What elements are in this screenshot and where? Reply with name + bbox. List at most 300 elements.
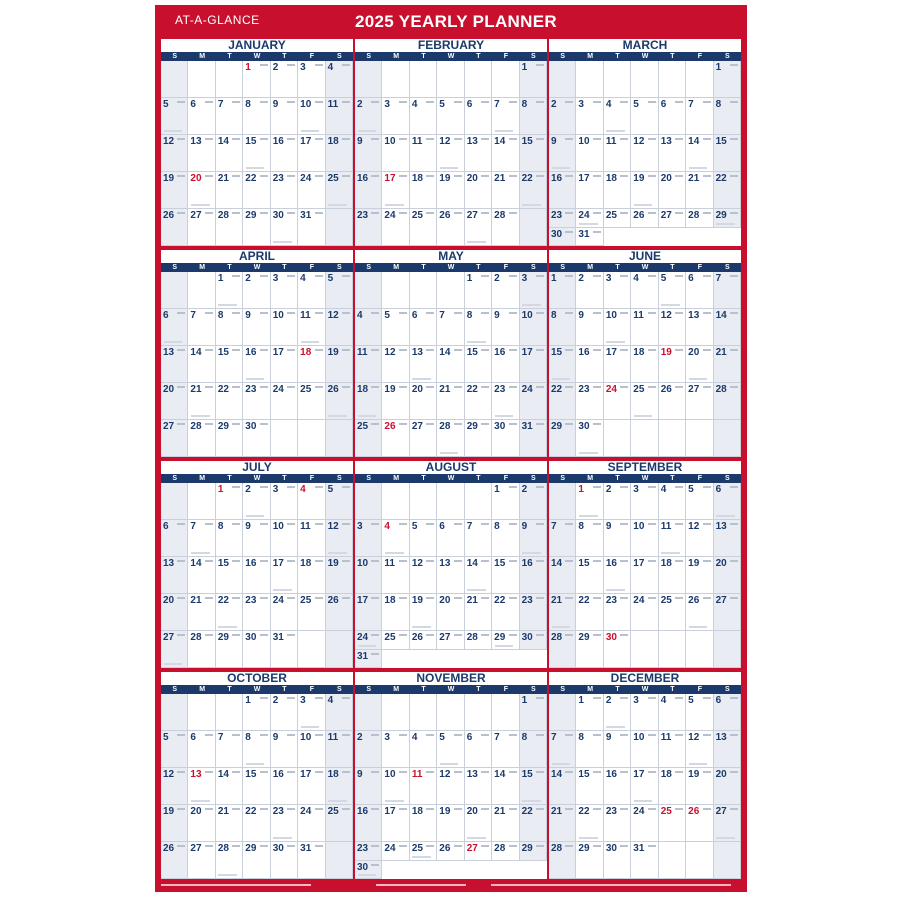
day-cell[interactable] xyxy=(576,135,603,172)
day-cell[interactable] xyxy=(161,594,188,631)
day-cell[interactable] xyxy=(437,731,464,768)
day-cell[interactable] xyxy=(659,520,686,557)
day-cell[interactable] xyxy=(604,272,631,309)
day-cell[interactable] xyxy=(355,805,382,842)
day-cell[interactable] xyxy=(686,520,713,557)
day-cell[interactable] xyxy=(631,383,658,420)
day-cell[interactable] xyxy=(355,209,382,246)
day-cell[interactable] xyxy=(216,309,243,346)
day-cell[interactable] xyxy=(714,272,741,309)
day-cell[interactable] xyxy=(437,631,464,650)
day-cell[interactable] xyxy=(161,309,188,346)
day-cell[interactable] xyxy=(520,694,547,731)
day-cell[interactable] xyxy=(631,209,658,228)
day-cell[interactable] xyxy=(271,309,298,346)
day-cell[interactable] xyxy=(271,520,298,557)
day-cell[interactable] xyxy=(549,520,576,557)
day-cell[interactable] xyxy=(465,209,492,246)
day-cell[interactable] xyxy=(437,420,464,457)
day-cell[interactable] xyxy=(410,805,437,842)
day-cell[interactable] xyxy=(576,420,603,457)
day-cell[interactable] xyxy=(492,594,519,631)
day-cell[interactable] xyxy=(355,420,382,457)
day-cell[interactable] xyxy=(243,309,270,346)
day-cell[interactable] xyxy=(271,346,298,383)
day-cell[interactable] xyxy=(243,420,270,457)
day-cell[interactable] xyxy=(659,594,686,631)
day-cell[interactable] xyxy=(576,694,603,731)
day-cell[interactable] xyxy=(520,731,547,768)
day-cell[interactable] xyxy=(576,842,603,879)
day-cell[interactable] xyxy=(520,805,547,842)
day-cell[interactable] xyxy=(576,483,603,520)
day-cell[interactable] xyxy=(326,520,353,557)
day-cell[interactable] xyxy=(714,346,741,383)
day-cell[interactable] xyxy=(188,309,215,346)
day-cell[interactable] xyxy=(355,842,382,861)
day-cell[interactable] xyxy=(604,557,631,594)
day-cell[interactable] xyxy=(355,650,382,669)
day-cell[interactable] xyxy=(492,383,519,420)
day-cell[interactable] xyxy=(271,594,298,631)
day-cell[interactable] xyxy=(382,805,409,842)
day-cell[interactable] xyxy=(216,172,243,209)
day-cell[interactable] xyxy=(437,98,464,135)
day-cell[interactable] xyxy=(382,520,409,557)
day-cell[interactable] xyxy=(604,768,631,805)
day-cell[interactable] xyxy=(326,309,353,346)
day-cell[interactable] xyxy=(465,805,492,842)
day-cell[interactable] xyxy=(604,520,631,557)
day-cell[interactable] xyxy=(326,805,353,842)
day-cell[interactable] xyxy=(271,209,298,246)
day-cell[interactable] xyxy=(714,98,741,135)
day-cell[interactable] xyxy=(631,557,658,594)
day-cell[interactable] xyxy=(161,135,188,172)
day-cell[interactable] xyxy=(604,346,631,383)
day-cell[interactable] xyxy=(659,309,686,346)
day-cell[interactable] xyxy=(326,694,353,731)
day-cell[interactable] xyxy=(216,520,243,557)
day-cell[interactable] xyxy=(492,98,519,135)
day-cell[interactable] xyxy=(492,557,519,594)
day-cell[interactable] xyxy=(382,209,409,246)
day-cell[interactable] xyxy=(686,768,713,805)
day-cell[interactable] xyxy=(355,172,382,209)
day-cell[interactable] xyxy=(243,346,270,383)
day-cell[interactable] xyxy=(410,346,437,383)
day-cell[interactable] xyxy=(659,383,686,420)
day-cell[interactable] xyxy=(520,172,547,209)
day-cell[interactable] xyxy=(382,383,409,420)
day-cell[interactable] xyxy=(604,483,631,520)
day-cell[interactable] xyxy=(216,272,243,309)
day-cell[interactable] xyxy=(631,520,658,557)
day-cell[interactable] xyxy=(520,61,547,98)
day-cell[interactable] xyxy=(714,172,741,209)
day-cell[interactable] xyxy=(631,309,658,346)
day-cell[interactable] xyxy=(576,594,603,631)
day-cell[interactable] xyxy=(271,172,298,209)
day-cell[interactable] xyxy=(465,420,492,457)
day-cell[interactable] xyxy=(161,520,188,557)
day-cell[interactable] xyxy=(659,172,686,209)
day-cell[interactable] xyxy=(549,309,576,346)
day-cell[interactable] xyxy=(549,98,576,135)
day-cell[interactable] xyxy=(382,631,409,650)
day-cell[interactable] xyxy=(243,172,270,209)
day-cell[interactable] xyxy=(243,98,270,135)
day-cell[interactable] xyxy=(298,346,325,383)
day-cell[interactable] xyxy=(631,768,658,805)
day-cell[interactable] xyxy=(298,209,325,246)
day-cell[interactable] xyxy=(604,309,631,346)
day-cell[interactable] xyxy=(216,805,243,842)
day-cell[interactable] xyxy=(604,594,631,631)
day-cell[interactable] xyxy=(549,172,576,209)
day-cell[interactable] xyxy=(492,420,519,457)
day-cell[interactable] xyxy=(161,172,188,209)
day-cell[interactable] xyxy=(243,631,270,668)
day-cell[interactable] xyxy=(686,694,713,731)
day-cell[interactable] xyxy=(437,209,464,246)
day-cell[interactable] xyxy=(216,209,243,246)
day-cell[interactable] xyxy=(686,557,713,594)
day-cell[interactable] xyxy=(188,768,215,805)
day-cell[interactable] xyxy=(243,383,270,420)
day-cell[interactable] xyxy=(161,768,188,805)
day-cell[interactable] xyxy=(271,557,298,594)
day-cell[interactable] xyxy=(437,309,464,346)
day-cell[interactable] xyxy=(437,805,464,842)
day-cell[interactable] xyxy=(298,135,325,172)
day-cell[interactable] xyxy=(161,842,188,879)
day-cell[interactable] xyxy=(576,805,603,842)
day-cell[interactable] xyxy=(520,135,547,172)
day-cell[interactable] xyxy=(271,483,298,520)
day-cell[interactable] xyxy=(714,694,741,731)
day-cell[interactable] xyxy=(604,694,631,731)
day-cell[interactable] xyxy=(298,731,325,768)
day-cell[interactable] xyxy=(243,135,270,172)
day-cell[interactable] xyxy=(410,842,437,861)
day-cell[interactable] xyxy=(161,209,188,246)
day-cell[interactable] xyxy=(631,694,658,731)
day-cell[interactable] xyxy=(714,520,741,557)
day-cell[interactable] xyxy=(465,383,492,420)
day-cell[interactable] xyxy=(298,383,325,420)
day-cell[interactable] xyxy=(576,768,603,805)
day-cell[interactable] xyxy=(437,383,464,420)
day-cell[interactable] xyxy=(576,520,603,557)
day-cell[interactable] xyxy=(410,135,437,172)
day-cell[interactable] xyxy=(686,731,713,768)
day-cell[interactable] xyxy=(492,805,519,842)
day-cell[interactable] xyxy=(243,731,270,768)
day-cell[interactable] xyxy=(188,346,215,383)
day-cell[interactable] xyxy=(271,631,298,668)
day-cell[interactable] xyxy=(355,594,382,631)
day-cell[interactable] xyxy=(714,309,741,346)
day-cell[interactable] xyxy=(188,383,215,420)
day-cell[interactable] xyxy=(326,61,353,98)
day-cell[interactable] xyxy=(326,272,353,309)
day-cell[interactable] xyxy=(271,135,298,172)
day-cell[interactable] xyxy=(604,209,631,228)
day-cell[interactable] xyxy=(188,420,215,457)
day-cell[interactable] xyxy=(382,172,409,209)
day-cell[interactable] xyxy=(382,346,409,383)
day-cell[interactable] xyxy=(714,483,741,520)
day-cell[interactable] xyxy=(243,594,270,631)
day-cell[interactable] xyxy=(492,520,519,557)
day-cell[interactable] xyxy=(631,805,658,842)
day-cell[interactable] xyxy=(326,731,353,768)
day-cell[interactable] xyxy=(382,842,409,861)
day-cell[interactable] xyxy=(188,557,215,594)
day-cell[interactable] xyxy=(686,383,713,420)
day-cell[interactable] xyxy=(271,61,298,98)
day-cell[interactable] xyxy=(659,731,686,768)
day-cell[interactable] xyxy=(686,209,713,228)
day-cell[interactable] xyxy=(410,383,437,420)
day-cell[interactable] xyxy=(410,631,437,650)
day-cell[interactable] xyxy=(465,520,492,557)
day-cell[interactable] xyxy=(161,98,188,135)
day-cell[interactable] xyxy=(520,346,547,383)
day-cell[interactable] xyxy=(437,172,464,209)
day-cell[interactable] xyxy=(410,420,437,457)
day-cell[interactable] xyxy=(576,631,603,668)
day-cell[interactable] xyxy=(216,631,243,668)
day-cell[interactable] xyxy=(188,98,215,135)
day-cell[interactable] xyxy=(382,768,409,805)
day-cell[interactable] xyxy=(714,557,741,594)
day-cell[interactable] xyxy=(382,731,409,768)
day-cell[interactable] xyxy=(382,594,409,631)
day-cell[interactable] xyxy=(631,272,658,309)
day-cell[interactable] xyxy=(161,731,188,768)
day-cell[interactable] xyxy=(161,346,188,383)
day-cell[interactable] xyxy=(686,346,713,383)
day-cell[interactable] xyxy=(326,98,353,135)
day-cell[interactable] xyxy=(659,805,686,842)
day-cell[interactable] xyxy=(492,768,519,805)
day-cell[interactable] xyxy=(714,805,741,842)
day-cell[interactable] xyxy=(298,272,325,309)
day-cell[interactable] xyxy=(631,842,658,879)
day-cell[interactable] xyxy=(549,731,576,768)
day-cell[interactable] xyxy=(410,172,437,209)
day-cell[interactable] xyxy=(714,209,741,228)
day-cell[interactable] xyxy=(549,768,576,805)
day-cell[interactable] xyxy=(298,309,325,346)
day-cell[interactable] xyxy=(188,172,215,209)
day-cell[interactable] xyxy=(465,768,492,805)
day-cell[interactable] xyxy=(659,98,686,135)
day-cell[interactable] xyxy=(298,483,325,520)
day-cell[interactable] xyxy=(161,631,188,668)
day-cell[interactable] xyxy=(271,383,298,420)
day-cell[interactable] xyxy=(243,842,270,879)
day-cell[interactable] xyxy=(243,768,270,805)
day-cell[interactable] xyxy=(188,594,215,631)
day-cell[interactable] xyxy=(714,61,741,98)
day-cell[interactable] xyxy=(355,731,382,768)
day-cell[interactable] xyxy=(549,346,576,383)
day-cell[interactable] xyxy=(576,98,603,135)
day-cell[interactable] xyxy=(216,594,243,631)
day-cell[interactable] xyxy=(549,383,576,420)
day-cell[interactable] xyxy=(465,631,492,650)
day-cell[interactable] xyxy=(631,594,658,631)
day-cell[interactable] xyxy=(520,631,547,650)
day-cell[interactable] xyxy=(243,61,270,98)
day-cell[interactable] xyxy=(576,272,603,309)
day-cell[interactable] xyxy=(382,309,409,346)
day-cell[interactable] xyxy=(576,172,603,209)
day-cell[interactable] xyxy=(576,731,603,768)
day-cell[interactable] xyxy=(686,98,713,135)
day-cell[interactable] xyxy=(161,383,188,420)
day-cell[interactable] xyxy=(714,135,741,172)
day-cell[interactable] xyxy=(520,383,547,420)
day-cell[interactable] xyxy=(714,768,741,805)
day-cell[interactable] xyxy=(161,557,188,594)
day-cell[interactable] xyxy=(686,805,713,842)
day-cell[interactable] xyxy=(216,420,243,457)
day-cell[interactable] xyxy=(382,557,409,594)
day-cell[interactable] xyxy=(243,805,270,842)
day-cell[interactable] xyxy=(659,483,686,520)
day-cell[interactable] xyxy=(492,209,519,246)
day-cell[interactable] xyxy=(216,842,243,879)
day-cell[interactable] xyxy=(686,309,713,346)
day-cell[interactable] xyxy=(271,272,298,309)
day-cell[interactable] xyxy=(520,842,547,861)
day-cell[interactable] xyxy=(382,98,409,135)
day-cell[interactable] xyxy=(576,383,603,420)
day-cell[interactable] xyxy=(271,98,298,135)
day-cell[interactable] xyxy=(410,768,437,805)
day-cell[interactable] xyxy=(437,135,464,172)
day-cell[interactable] xyxy=(631,731,658,768)
day-cell[interactable] xyxy=(465,557,492,594)
day-cell[interactable] xyxy=(576,209,603,228)
day-cell[interactable] xyxy=(492,309,519,346)
day-cell[interactable] xyxy=(549,557,576,594)
day-cell[interactable] xyxy=(188,805,215,842)
day-cell[interactable] xyxy=(243,520,270,557)
day-cell[interactable] xyxy=(216,768,243,805)
day-cell[interactable] xyxy=(271,805,298,842)
day-cell[interactable] xyxy=(298,520,325,557)
day-cell[interactable] xyxy=(604,135,631,172)
day-cell[interactable] xyxy=(604,842,631,879)
day-cell[interactable] xyxy=(631,98,658,135)
day-cell[interactable] xyxy=(520,557,547,594)
day-cell[interactable] xyxy=(326,483,353,520)
day-cell[interactable] xyxy=(355,861,382,880)
day-cell[interactable] xyxy=(549,631,576,668)
day-cell[interactable] xyxy=(410,98,437,135)
day-cell[interactable] xyxy=(465,309,492,346)
day-cell[interactable] xyxy=(326,383,353,420)
day-cell[interactable] xyxy=(188,842,215,879)
day-cell[interactable] xyxy=(188,731,215,768)
day-cell[interactable] xyxy=(465,172,492,209)
day-cell[interactable] xyxy=(659,694,686,731)
day-cell[interactable] xyxy=(520,768,547,805)
day-cell[interactable] xyxy=(549,805,576,842)
day-cell[interactable] xyxy=(271,694,298,731)
day-cell[interactable] xyxy=(714,731,741,768)
day-cell[interactable] xyxy=(631,346,658,383)
day-cell[interactable] xyxy=(410,520,437,557)
day-cell[interactable] xyxy=(659,346,686,383)
day-cell[interactable] xyxy=(216,483,243,520)
day-cell[interactable] xyxy=(437,346,464,383)
day-cell[interactable] xyxy=(326,135,353,172)
day-cell[interactable] xyxy=(410,309,437,346)
day-cell[interactable] xyxy=(631,135,658,172)
day-cell[interactable] xyxy=(410,209,437,246)
day-cell[interactable] xyxy=(326,557,353,594)
day-cell[interactable] xyxy=(271,768,298,805)
day-cell[interactable] xyxy=(355,309,382,346)
day-cell[interactable] xyxy=(326,172,353,209)
day-cell[interactable] xyxy=(492,172,519,209)
day-cell[interactable] xyxy=(326,594,353,631)
day-cell[interactable] xyxy=(492,483,519,520)
day-cell[interactable] xyxy=(576,228,603,247)
day-cell[interactable] xyxy=(686,135,713,172)
day-cell[interactable] xyxy=(188,631,215,668)
day-cell[interactable] xyxy=(492,842,519,861)
day-cell[interactable] xyxy=(492,631,519,650)
day-cell[interactable] xyxy=(520,483,547,520)
day-cell[interactable] xyxy=(243,272,270,309)
day-cell[interactable] xyxy=(549,420,576,457)
day-cell[interactable] xyxy=(355,557,382,594)
day-cell[interactable] xyxy=(604,98,631,135)
day-cell[interactable] xyxy=(549,209,576,228)
day-cell[interactable] xyxy=(298,61,325,98)
day-cell[interactable] xyxy=(410,557,437,594)
day-cell[interactable] xyxy=(549,228,576,247)
day-cell[interactable] xyxy=(549,842,576,879)
day-cell[interactable] xyxy=(298,594,325,631)
day-cell[interactable] xyxy=(604,631,631,668)
day-cell[interactable] xyxy=(659,768,686,805)
day-cell[interactable] xyxy=(298,842,325,879)
day-cell[interactable] xyxy=(161,805,188,842)
day-cell[interactable] xyxy=(631,172,658,209)
day-cell[interactable] xyxy=(465,731,492,768)
day-cell[interactable] xyxy=(604,805,631,842)
day-cell[interactable] xyxy=(465,98,492,135)
day-cell[interactable] xyxy=(161,420,188,457)
day-cell[interactable] xyxy=(631,483,658,520)
day-cell[interactable] xyxy=(520,98,547,135)
day-cell[interactable] xyxy=(549,594,576,631)
day-cell[interactable] xyxy=(410,731,437,768)
day-cell[interactable] xyxy=(355,98,382,135)
day-cell[interactable] xyxy=(604,731,631,768)
day-cell[interactable] xyxy=(520,272,547,309)
day-cell[interactable] xyxy=(686,172,713,209)
day-cell[interactable] xyxy=(686,272,713,309)
